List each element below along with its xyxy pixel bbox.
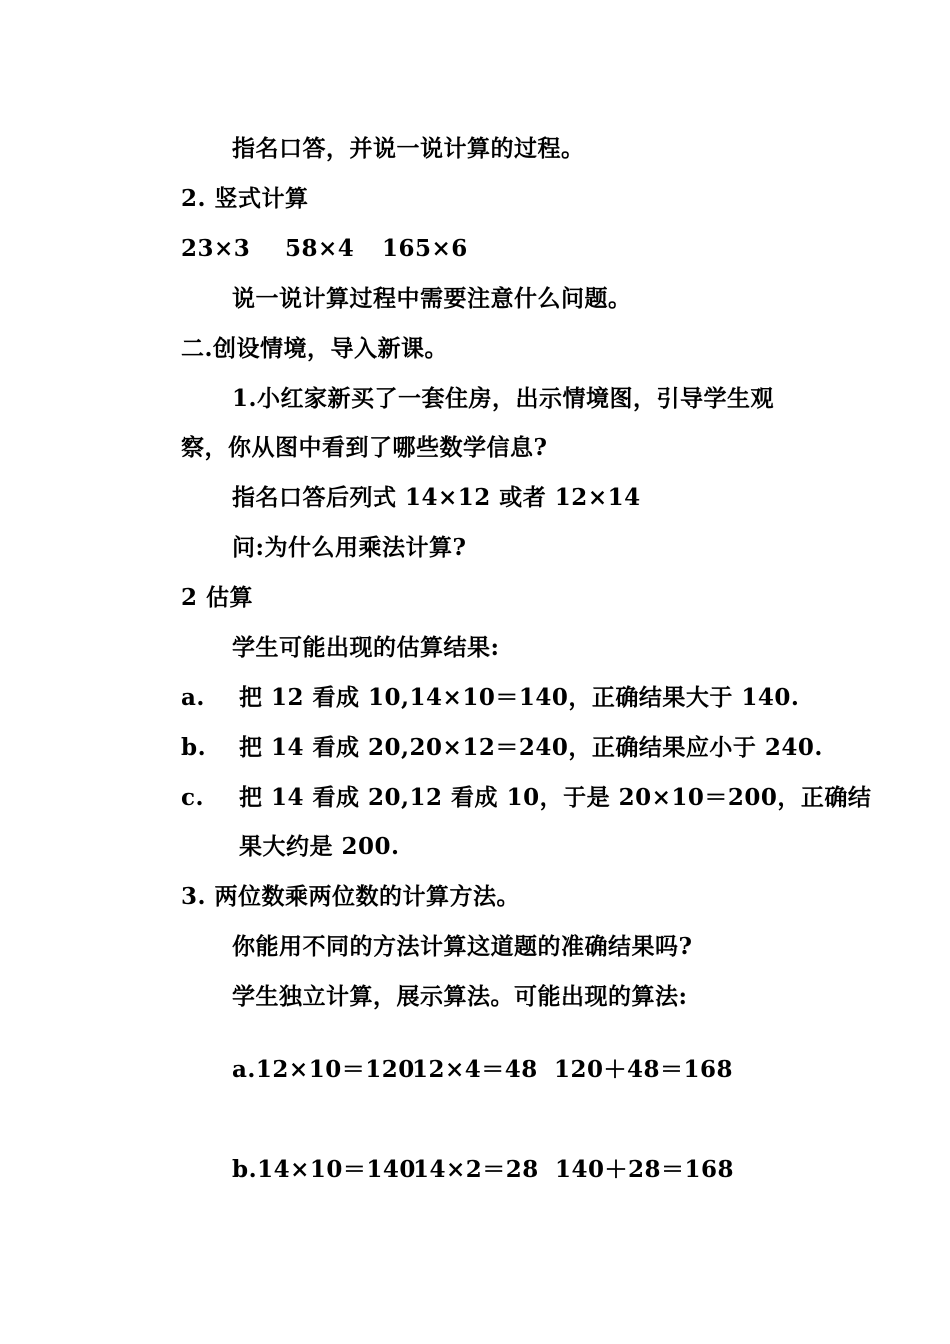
estimation-intro: 学生可能出现的估算结果:	[232, 634, 500, 661]
situation-paragraph-line-2: 察，你从图中看到了哪些数学信息?	[181, 434, 548, 461]
estimation-item-a	[181, 683, 799, 713]
estimation-item-c-continued: 果大约是 200.	[239, 833, 400, 860]
method-a-step-1: a.12×10＝120	[232, 1056, 415, 1083]
student-independent-calculation: 学生独立计算，展示算法。可能出现的算法:	[232, 983, 688, 1010]
item-text-a: 把 12 看成 10,14×10＝140，正确结果大于 140.	[239, 684, 800, 711]
exercise-3: 165×6	[382, 235, 468, 262]
item-label-c: c.	[181, 784, 205, 811]
exercise-row	[181, 234, 468, 264]
estimation-item-c	[181, 783, 871, 813]
formula-statement: 指名口答后列式 14×12 或者 12×14	[232, 484, 641, 511]
question-different-methods: 你能用不同的方法计算这道题的准确结果吗?	[232, 933, 693, 960]
method-b-step-2: 14×2＝28	[413, 1156, 539, 1183]
method-b-step-1: b.14×10＝140	[232, 1156, 416, 1183]
exercise-1: 23×3	[181, 235, 251, 262]
item-label-b: b.	[181, 734, 207, 761]
situation-paragraph-line-1: 1.小红家新买了一套住房，出示情境图，引导学生观	[232, 385, 775, 412]
heading-vertical-calculation: 2. 竖式计算	[181, 185, 309, 212]
section-heading-situation: 二.创设情境，导入新课。	[181, 335, 449, 362]
item-text-b: 把 14 看成 20,20×12＝240，正确结果应小于 240.	[239, 734, 823, 761]
question-why-multiply: 问:为什么用乘法计算?	[232, 534, 467, 561]
method-a-step-3: 120＋48＝168	[554, 1056, 734, 1083]
item-label-a: a.	[181, 684, 205, 711]
method-b-step-3: 140＋28＝168	[555, 1156, 735, 1183]
discussion-prompt: 说一说计算过程中需要注意什么问题。	[232, 285, 632, 312]
estimation-item-b	[181, 733, 823, 763]
heading-estimation: 2 估算	[181, 584, 254, 611]
instruction-oral-answer: 指名口答，并说一说计算的过程。	[232, 135, 585, 162]
method-a-step-2: 12×4＝48	[412, 1056, 538, 1083]
exercise-2: 58×4	[285, 235, 355, 262]
method-a-row	[232, 1055, 734, 1085]
item-text-c: 把 14 看成 20,12 看成 10，于是 20×10＝200，正确结	[239, 784, 872, 811]
method-b-row	[232, 1155, 735, 1185]
heading-calculation-method: 3. 两位数乘两位数的计算方法。	[181, 883, 521, 910]
